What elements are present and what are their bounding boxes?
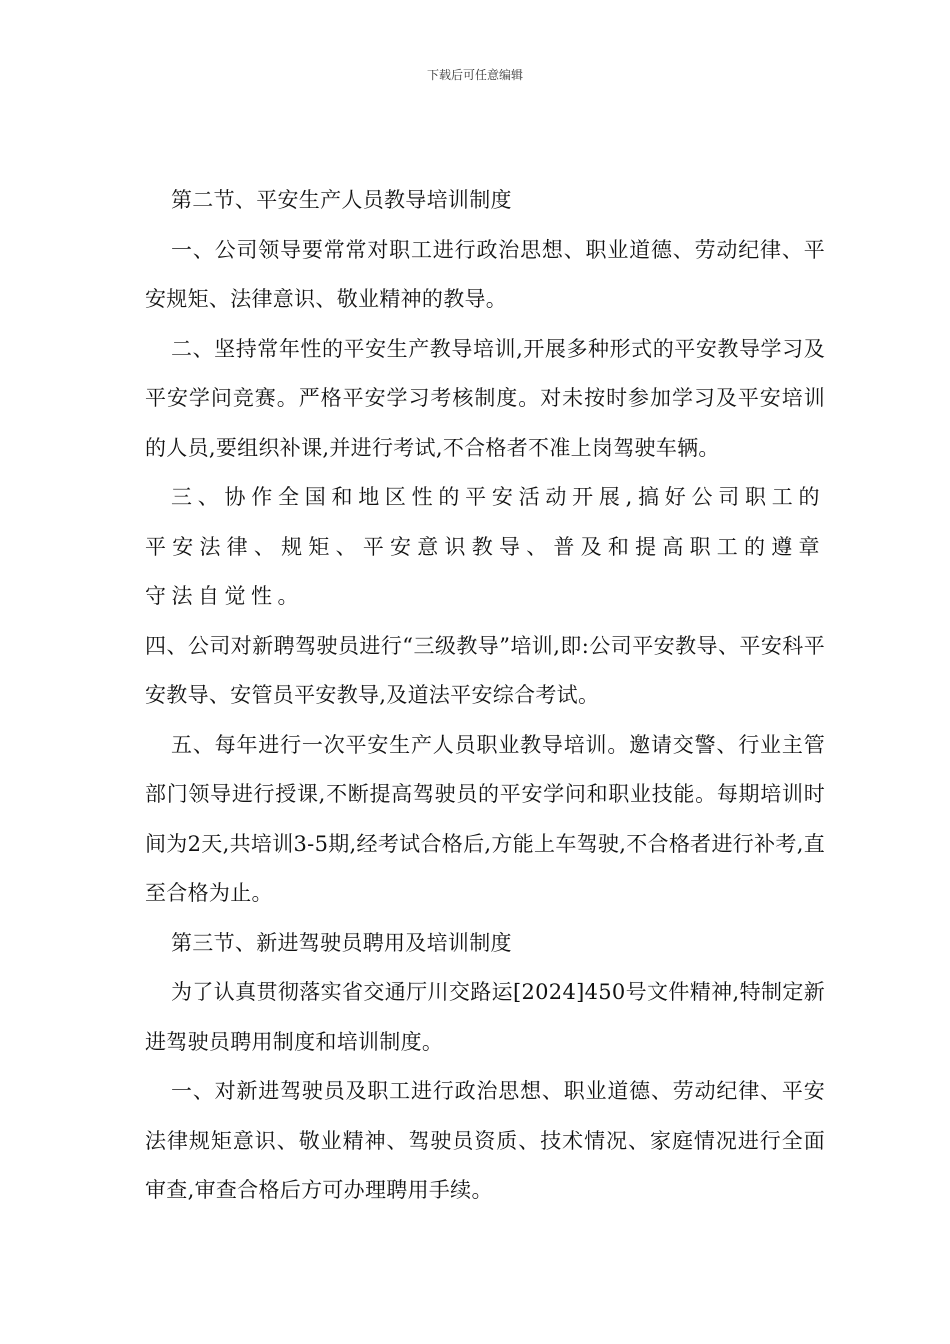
paragraph-item-new-1: 一、对新进驾驶员及职工进行政治思想、职业道德、劳动纪律、平安法律规矩意识、敬业精神、驾驶员资质、技术情况、家庭情况进行全面审查,审查合格后方可办理聘用手续。 — [145, 1079, 825, 1202]
section-heading-2: 第二节、平安生产人员教导培训制度 — [171, 188, 512, 212]
paragraph-item-3: 三、协作全国和地区性的平安活动开展,搞好公司职工的平安法律、规矩、平安意识教导、普及和提高职工的遵章守法自觉性。 — [145, 485, 825, 608]
paragraph-item-4: 四、公司对新聘驾驶员进行“三级教导”培训,即:公司平安教导、平安科平安教导、安管员平安教导,及道法平安综合考试。 — [145, 633, 825, 707]
document-body — [145, 176, 825, 1216]
paragraph-item-2: 二、坚持常年性的平安生产教导培训,开展多种形式的平安教导学习及平安学问竞赛。严格平安学习考核制度。对未按时参加学习及平安培训的人员,要组织补课,并进行考试,不合格者不准上岗驾驶车辆。 — [145, 336, 825, 460]
page-header-note: 下载后可任意编辑 — [426, 68, 523, 82]
section-heading-3: 第三节、新进驾驶员聘用及培训制度 — [171, 930, 512, 955]
paragraph-item-5: 五、每年进行一次平安生产人员职业教导培训。邀请交警、行业主管部门领导进行授课,不断提高驾驶员的平安学问和职业技能。每期培训时间为2天,共培训3-5期,经考试合格后,方能上车驾驶,不合格者进行补考,直至合格为止。 — [145, 732, 825, 905]
paragraph-intro: 为了认真贯彻落实省交通厅川交路运[2024]450号文件精神,特制定新进驾驶员聘用制度和培训制度。 — [145, 980, 825, 1054]
paragraph-item-1: 一、公司领导要常常对职工进行政治思想、职业道德、劳动纪律、平安规矩、法律意识、敬业精神的教导。 — [145, 237, 825, 311]
